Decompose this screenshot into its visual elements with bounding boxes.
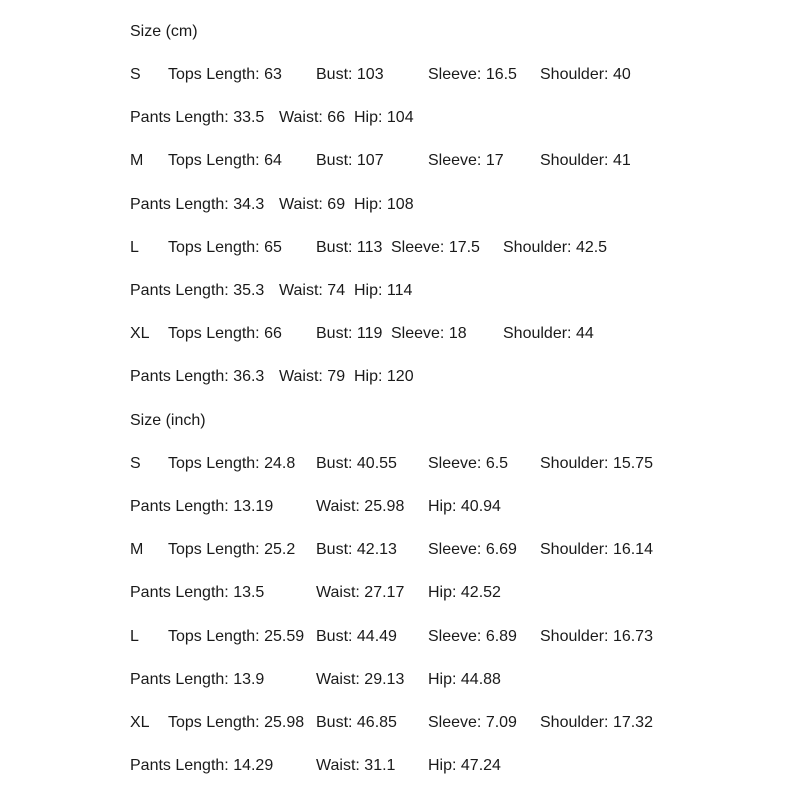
waist: Waist: 69 (279, 196, 346, 213)
pants-length: Pants Length: 13.19 (130, 498, 274, 515)
waist: Waist: 27.17 (316, 584, 405, 601)
hip: Hip: 114 (354, 282, 413, 299)
sleeve: Sleeve: 18 (391, 325, 467, 342)
shoulder: Shoulder: 16.73 (540, 628, 653, 645)
size-label: L (130, 239, 139, 256)
size-label: XL (130, 325, 150, 342)
hip: Hip: 120 (354, 368, 414, 385)
hip: Hip: 108 (354, 196, 414, 213)
size-label: S (130, 455, 141, 472)
bust: Bust: 103 (316, 66, 384, 83)
pants-length: Pants Length: 14.29 (130, 757, 274, 774)
bust: Bust: 44.49 (316, 628, 397, 645)
size-label: M (130, 541, 144, 558)
bust: Bust: 42.13 (316, 541, 397, 558)
sleeve: Sleeve: 6.89 (428, 628, 517, 645)
shoulder: Shoulder: 41 (540, 152, 631, 169)
shoulder: Shoulder: 44 (503, 325, 594, 342)
waist: Waist: 29.13 (316, 671, 405, 688)
hip: Hip: 40.94 (428, 498, 501, 515)
shoulder: Shoulder: 17.32 (540, 714, 653, 731)
bust: Bust: 40.55 (316, 455, 397, 472)
shoulder: Shoulder: 15.75 (540, 455, 653, 472)
inch-heading: Size (inch) (130, 412, 206, 429)
bust: Bust: 46.85 (316, 714, 397, 731)
bust: Bust: 113 (316, 239, 383, 256)
tops-length: Tops Length: 25.59 (168, 628, 305, 645)
hip: Hip: 44.88 (428, 671, 501, 688)
size-label: XL (130, 714, 150, 731)
pants-length: Pants Length: 13.5 (130, 584, 265, 601)
pants-length: Pants Length: 13.9 (130, 671, 265, 688)
pants-length: Pants Length: 36.3 (130, 368, 265, 385)
sleeve: Sleeve: 6.69 (428, 541, 517, 558)
cm-heading: Size (cm) (130, 23, 198, 40)
shoulder: Shoulder: 42.5 (503, 239, 608, 256)
tops-length: Tops Length: 25.2 (168, 541, 296, 558)
tops-length: Tops Length: 24.8 (168, 455, 296, 472)
pants-length: Pants Length: 34.3 (130, 196, 265, 213)
sleeve: Sleeve: 16.5 (428, 66, 517, 83)
waist: Waist: 74 (279, 282, 346, 299)
bust: Bust: 119 (316, 325, 383, 342)
size-label: L (130, 628, 139, 645)
shoulder: Shoulder: 40 (540, 66, 631, 83)
tops-length: Tops Length: 25.98 (168, 714, 305, 731)
sleeve: Sleeve: 6.5 (428, 455, 509, 472)
pants-length: Pants Length: 35.3 (130, 282, 265, 299)
hip: Hip: 104 (354, 109, 414, 126)
shoulder: Shoulder: 16.14 (540, 541, 653, 558)
waist: Waist: 25.98 (316, 498, 405, 515)
tops-length: Tops Length: 64 (168, 152, 282, 169)
size-label: S (130, 66, 141, 83)
waist: Waist: 31.1 (316, 757, 396, 774)
sleeve: Sleeve: 17.5 (391, 239, 480, 256)
size-label: M (130, 152, 144, 169)
sleeve: Sleeve: 7.09 (428, 714, 517, 731)
waist: Waist: 79 (279, 368, 346, 385)
waist: Waist: 66 (279, 109, 346, 126)
sleeve: Sleeve: 17 (428, 152, 504, 169)
bust: Bust: 107 (316, 152, 384, 169)
tops-length: Tops Length: 66 (168, 325, 282, 342)
pants-length: Pants Length: 33.5 (130, 109, 265, 126)
tops-length: Tops Length: 65 (168, 239, 282, 256)
hip: Hip: 47.24 (428, 757, 501, 774)
hip: Hip: 42.52 (428, 584, 501, 601)
tops-length: Tops Length: 63 (168, 66, 282, 83)
